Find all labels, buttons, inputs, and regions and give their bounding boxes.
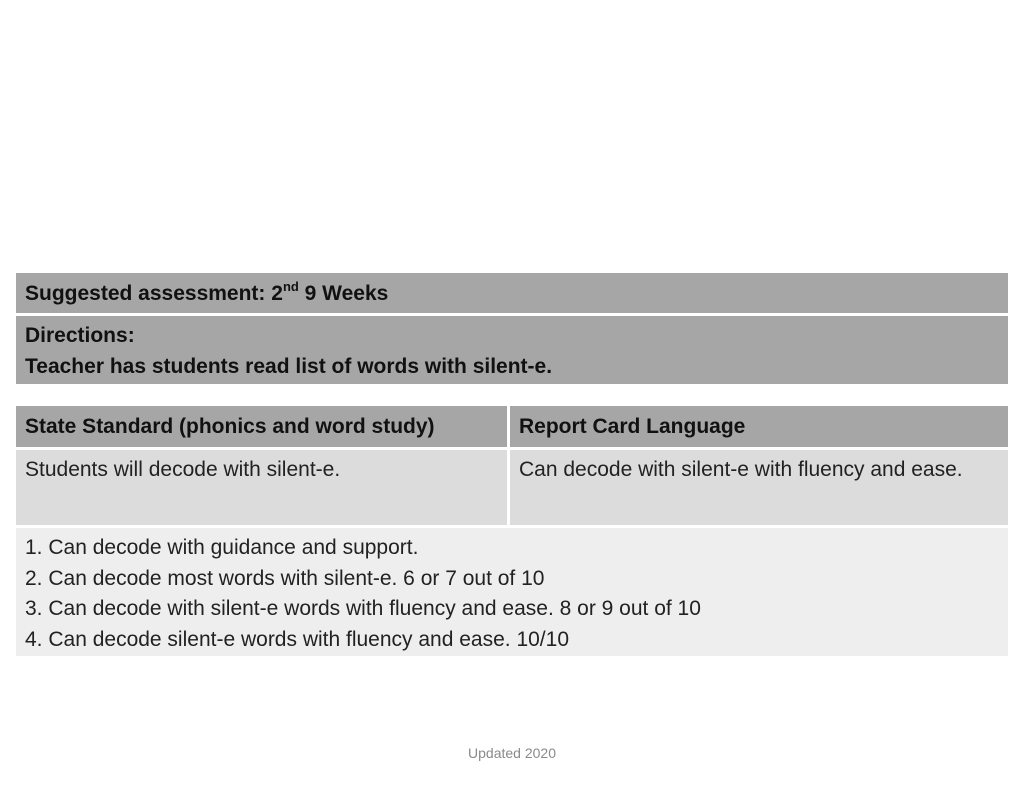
footer-updated: Updated 2020 (468, 745, 556, 761)
levels-list (16, 528, 1008, 656)
level-item: 1. Can decode with guidance and support. (25, 536, 419, 559)
directions-heading: Directions: (25, 324, 135, 347)
header-state-standard: State Standard (phonics and word study) (16, 406, 510, 447)
cell-report-card-language: Can decode with silent-e with fluency and ease. (510, 450, 1008, 525)
standards-table (16, 406, 1008, 656)
assessment-table (16, 273, 1008, 384)
directions-block (16, 316, 1008, 384)
header-report-card-language: Report Card Language (510, 406, 1008, 447)
assessment-suffix: 9 Weeks (298, 282, 389, 305)
assessment-superscript: nd (282, 279, 299, 294)
assessment-prefix: Suggested assessment: 2 (25, 282, 283, 305)
level-item: 3. Can decode with silent-e words with fluency and ease. 8 or 9 out of 10 (25, 597, 701, 620)
level-item: 4. Can decode silent-e words with fluency and ease. 10/10 (25, 627, 570, 651)
cell-state-standard: Students will decode with silent-e. (16, 450, 510, 525)
assessment-header (16, 273, 1008, 313)
directions-text: Teacher has students read list of words with silent-e. (25, 355, 553, 378)
level-item: 2. Can decode most words with silent-e. 6 or 7 out of 10 (25, 566, 545, 590)
